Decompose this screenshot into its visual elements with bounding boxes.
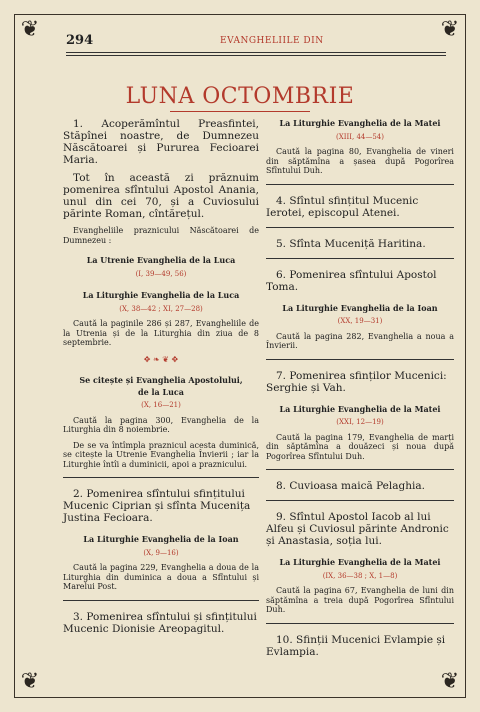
page-number: 294 (66, 33, 94, 48)
running-title: EVANGHELIILE DIN (220, 36, 324, 46)
entry-1-continuation: Tot în această zi prăznuim pomenirea sfîntului Apostol Anania, unul din cei 70, și a Cuviosului părinte Roman, cîntărețul. (63, 172, 259, 220)
note: Evangheliile praznicului Născătoarei de Dumnezeu : (63, 226, 259, 245)
reading-heading: La Liturghie Evanghelia de la Matei (279, 118, 441, 128)
reading-heading: Se citește și Evanghelia Apostolului, (79, 375, 243, 385)
entry-2: 2. Pomenirea sfîntului sfințitului Mucenic Ciprian și sfînta Mucenița Justina Fecioara. (63, 488, 251, 524)
entry-5: 5. Sfînta Muceniță Haritina. (276, 237, 426, 250)
reading-note: Caută la pagina 300, Evanghelia de la Liturghia din 8 noiembrie. (63, 415, 259, 434)
divider (266, 184, 454, 185)
reading-reference: (XX, 19—31) (337, 317, 383, 325)
page-header (66, 33, 446, 49)
reading-note: Caută la pagina 282, Evanghelia a noua a Învierii. (266, 331, 454, 350)
divider (63, 600, 259, 601)
reading-reference: (X, 38—42 ; XI, 27—28) (119, 304, 203, 313)
corner-ornament-icon: ❦ (440, 669, 460, 694)
reading-heading: La Utrenie Evanghelia de la Luca (86, 255, 236, 265)
divider (266, 359, 454, 360)
reading-note: Caută la pagina 229, Evanghelia a doua de la Liturghia din duminica a doua a Sfîntului și Marelui Post. (63, 563, 259, 591)
entry-7: 7. Pomenirea sfinților Mucenici: Serghie și Vah. (266, 369, 447, 394)
left-column (63, 118, 259, 639)
entry-6: 6. Pomenirea sfîntului Apostol Toma. (266, 268, 437, 293)
reading-heading: La Liturghie Evanghelia de la Matei (279, 557, 441, 567)
reading-heading: de la Luca (138, 386, 184, 397)
ornament-divider-icon: ✥ ❧ ❦ ✥ (143, 354, 179, 364)
divider (63, 477, 259, 478)
reading-heading: La Liturghie Evanghelia de la Matei (279, 403, 441, 414)
entry-3: 3. Pomenirea sfîntului și sfințitului Mucenic Dionisie Areopagitul. (63, 610, 257, 635)
corner-ornament-icon: ❦ (440, 17, 460, 42)
entry-9: 9. Sfîntul Apostol Iacob al lui Alfeu și Cuviosul părinte Andronic și Anastasia, soția lui. (266, 511, 449, 547)
corner-ornament-icon: ❦ (20, 17, 40, 42)
divider (266, 469, 454, 470)
divider (266, 623, 454, 624)
reading-heading: La Liturghie Evanghelia de la Ioan (282, 302, 438, 313)
reading-reference: (X, 16—21) (141, 401, 181, 409)
reading-note: Caută la pagina 67, Evanghelia de luni din săptămîna a treia după Pogorîrea Sfîntului Duh. (266, 586, 454, 614)
reading-reference: (XIII, 44—54) (335, 132, 384, 141)
reading-reference: (IX, 36—38 ; X, 1—8) (322, 571, 398, 580)
divider (266, 227, 454, 228)
reading-reference: (I, 39—49, 56) (135, 269, 187, 278)
title-underline (170, 111, 310, 112)
entry-4: 4. Sfîntul sfințitul Mucenic Ierotei, episcopul Atenei. (266, 194, 419, 219)
divider (266, 258, 454, 259)
entry-8: 8. Cuvioasa maică Pelaghia. (276, 480, 425, 492)
reading-note: Caută la paginile 286 și 287, Evangheliile de la Utrenia și de la Liturghia din ziua de 8 septembrie. (63, 319, 259, 347)
reading-heading: La Liturghie Evanghelia de la Luca (82, 290, 240, 300)
corner-ornament-icon: ❦ (20, 669, 40, 694)
page-title: LUNA OCTOMBRIE (125, 84, 355, 109)
reading-note: Caută la pagina 179, Evanghelia de marți din săptămîna a douăzeci și noua după Pogorîrea Sfîntului Duh. (266, 432, 454, 461)
header-rule (66, 55, 446, 56)
reading-note: De se va întîmpla praznicul acesta duminică, se citește la Utrenie Evanghelia Învierii ; iar la Liturghie întîi a duminicii, apoi a praznicului. (63, 440, 259, 469)
reading-note: Caută la pagina 80, Evanghelia de vineri din săptămîna a șasea după Pogorîrea Sfîntului Duh. (266, 147, 454, 175)
reading-reference: (X, 9—16) (143, 548, 179, 557)
reading-heading: La Liturghie Evanghelia de la Ioan (83, 534, 239, 544)
entry-10: 10. Sfinții Mucenici Evlampie și Evlampia. (266, 633, 446, 658)
reading-reference: (XXI, 12—19) (336, 418, 384, 426)
header-rule (66, 52, 446, 53)
right-column (266, 118, 454, 662)
divider (266, 500, 454, 501)
entry-1: 1. Acoperămîntul Preasfintei, Stăpînei noastre, de Dumnezeu Născătoarei și Pururea Fecioarei Maria. (63, 118, 259, 166)
